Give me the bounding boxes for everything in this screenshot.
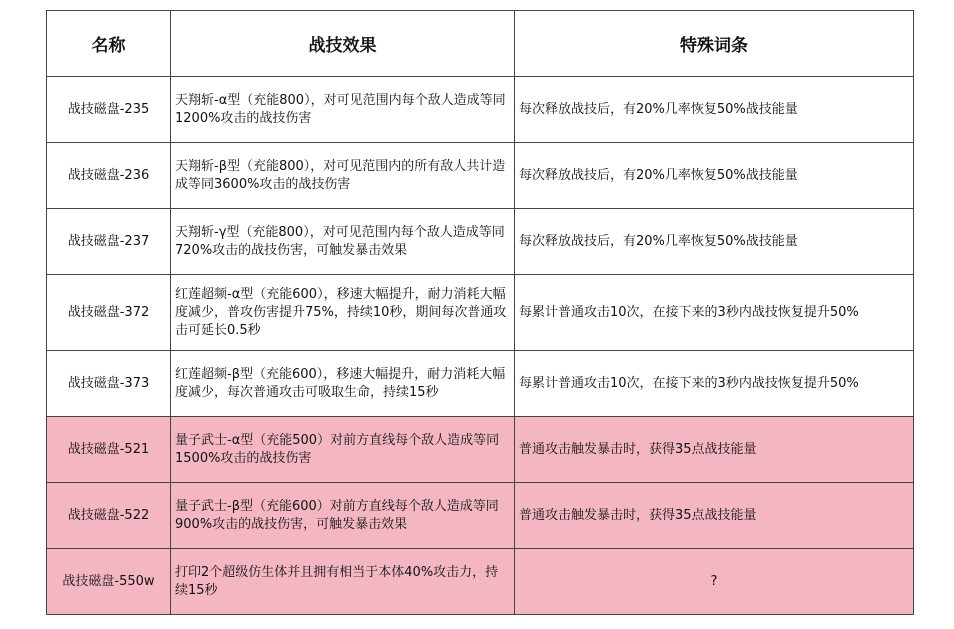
row-effect: 红莲超频-α型（充能600），移速大幅提升，耐力消耗大幅度减少，普攻伤害提升75%，持续10秒，期间每次普通攻击可延长0.5秒 [171, 275, 515, 351]
row-effect: 量子武士-β型（充能600）对前方直线每个敌人造成等同900%攻击的战技伤害，可触发暴击效果 [171, 483, 515, 549]
row-name: 战技磁盘-550w [47, 549, 171, 615]
row-name: 战技磁盘-237 [47, 209, 171, 275]
row-effect: 天翔斩-β型（充能800），对可见范围内的所有敌人共计造成等同3600%攻击的战技伤害 [171, 143, 515, 209]
row-name: 战技磁盘-372 [47, 275, 171, 351]
skill-disk-table [46, 10, 914, 615]
row-name: 战技磁盘-236 [47, 143, 171, 209]
table-row [47, 209, 914, 275]
row-effect: 天翔斩-α型（充能800），对可见范围内每个敌人造成等同1200%攻击的战技伤害 [171, 77, 515, 143]
row-trait: ? [515, 549, 914, 615]
row-trait: 每次释放战技后，有20%几率恢复50%战技能量 [515, 77, 914, 143]
header-effect: 战技效果 [171, 11, 515, 77]
row-trait: 普通攻击触发暴击时，获得35点战技能量 [515, 417, 914, 483]
row-name: 战技磁盘-235 [47, 77, 171, 143]
table-header-row [47, 11, 914, 77]
header-name: 名称 [47, 11, 171, 77]
row-name: 战技磁盘-521 [47, 417, 171, 483]
table-row [47, 483, 914, 549]
table-row [47, 549, 914, 615]
row-trait: 每累计普通攻击10次，在接下来的3秒内战技恢复提升50% [515, 351, 914, 417]
row-effect: 打印2个超级仿生体并且拥有相当于本体40%攻击力，持续15秒 [171, 549, 515, 615]
row-trait: 每累计普通攻击10次，在接下来的3秒内战技恢复提升50% [515, 275, 914, 351]
row-trait: 每次释放战技后，有20%几率恢复50%战技能量 [515, 209, 914, 275]
row-effect: 红莲超频-β型（充能600），移速大幅提升，耐力消耗大幅度减少，每次普通攻击可吸取生命，持续15秒 [171, 351, 515, 417]
table-row [47, 77, 914, 143]
row-trait: 普通攻击触发暴击时，获得35点战技能量 [515, 483, 914, 549]
row-trait: 每次释放战技后，有20%几率恢复50%战技能量 [515, 143, 914, 209]
row-effect: 天翔斩-γ型（充能800），对可见范围内每个敌人造成等同720%攻击的战技伤害，可触发暴击效果 [171, 209, 515, 275]
row-effect: 量子武士-α型（充能500）对前方直线每个敌人造成等同1500%攻击的战技伤害 [171, 417, 515, 483]
table-row [47, 351, 914, 417]
row-name: 战技磁盘-522 [47, 483, 171, 549]
table-row [47, 417, 914, 483]
row-name: 战技磁盘-373 [47, 351, 171, 417]
table-row [47, 143, 914, 209]
table-row [47, 275, 914, 351]
header-trait: 特殊词条 [515, 11, 914, 77]
